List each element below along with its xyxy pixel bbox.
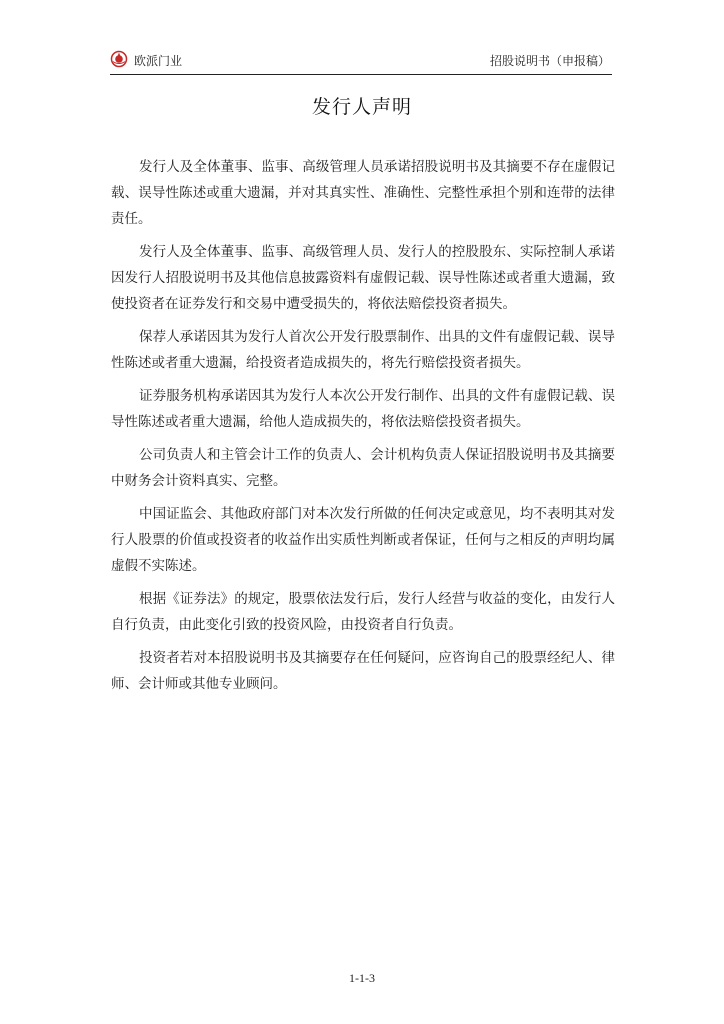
paragraph: 投资者若对本招股说明书及其摘要存在任何疑问，应咨询自己的股票经纪人、律师、会计师或其他专业顾问。: [111, 650, 615, 692]
page-number: 1-1-3: [349, 971, 375, 985]
page-title: 发行人声明: [311, 96, 412, 118]
paragraph: 根据《证券法》的规定，股票依法发行后，发行人经营与收益的变化，由发行人自行负责，由此变化引致的投资风险，由投资者自行负责。: [111, 591, 615, 633]
paragraph: 证券服务机构承诺因其为发行人本次公开发行制作、出具的文件有虚假记载、误导性陈述或者重大遗漏，给他人造成损失的，将依法赔偿投资者损失。: [111, 388, 615, 430]
page-header: [110, 50, 612, 75]
company-name: 欧派门业: [134, 54, 183, 68]
opal-logo-icon: [110, 50, 128, 68]
declaration-body: [111, 154, 615, 704]
paragraph: 公司负责人和主管会计工作的负责人、会计机构负责人保证招股说明书及其摘要中财务会计资料真实、完整。: [111, 447, 615, 489]
document-type: 招股说明书（申报稿）: [489, 54, 610, 68]
paragraph: 发行人及全体董事、监事、高级管理人员、发行人的控股股东、实际控制人承诺因发行人招股说明书及其他信息披露资料有虚假记载、误导性陈述或者重大遗漏，致使投资者在证券发行和交易中遭受损失的，将依法赔偿投资者损失。: [111, 244, 615, 312]
paragraph: 中国证监会、其他政府部门对本次发行所做的任何决定或意见，均不表明其对发行人股票的价值或投资者的收益作出实质性判断或者保证，任何与之相反的声明均属虚假不实陈述。: [111, 506, 615, 574]
paragraph: 保荐人承诺因其为发行人首次公开发行股票制作、出具的文件有虚假记载、误导性陈述或者重大遗漏，给投资者造成损失的，将先行赔偿投资者损失。: [111, 329, 615, 371]
paragraph: 发行人及全体董事、监事、高级管理人员承诺招股说明书及其摘要不存在虚假记载、误导性陈述或重大遗漏，并对其真实性、准确性、完整性承担个别和连带的法律责任。: [111, 159, 615, 227]
